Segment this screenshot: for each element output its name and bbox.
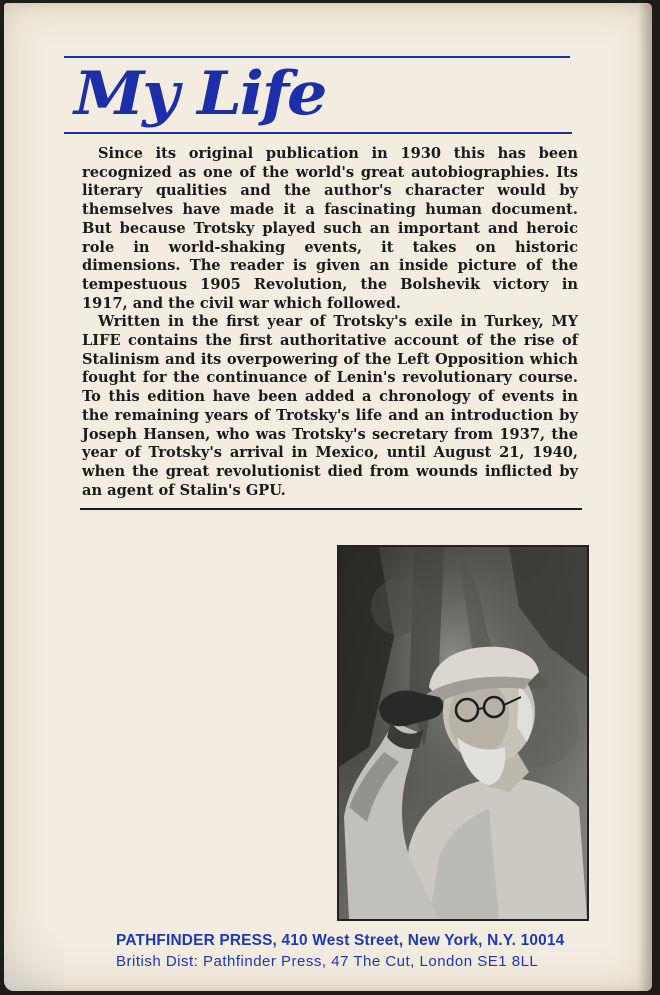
description-paragraph-1: Since its original publication in 1930 this has been recognized as one of the world's great autobiographies. Its literary qualities and the author's character would by themselves have made it a fascinating human document. But because Trotsky played such an important and heroic role in world-shaking events, it takes on historic dimensions. The reader is given an inside picture of the tempestuous 1905 Revolution, the Bolshevik victory in 1917, and the civil war which followed.: [82, 145, 578, 312]
description-bottom-rule: [80, 508, 582, 510]
cover-edge-shadow: [638, 3, 652, 991]
british-distributor: British Dist: Pathfinder Press, 47 The Cut, London SE1 8LL: [116, 953, 539, 970]
book-description: [82, 145, 578, 500]
book-title: My Life: [74, 59, 326, 129]
title-bottom-rule: [64, 132, 572, 134]
description-paragraph-2: Written in the first year of Trotsky's exile in Turkey, MY LIFE contains the first authoritative account of the rise of Stalinism and its overpowering of the Left Opposition which fought for the continuance of Lenin's revolutionary course. To this edition have been added a chronology of events in the remaining years of Trotsky's life and an introduction by Joseph Hansen, who was Trotsky's secretary from 1937, the year of Trotsky's arrival in Mexico, until August 21, 1940, when the great revolutionist died from wounds inflicted by an agent of Stalin's GPU.: [82, 313, 578, 499]
author-photograph: [337, 545, 589, 921]
worn-corner: [4, 901, 64, 991]
publisher-address: PATHFINDER PRESS, 410 West Street, New York, N.Y. 10014: [116, 932, 565, 949]
author-photo-illustration: [339, 547, 587, 919]
